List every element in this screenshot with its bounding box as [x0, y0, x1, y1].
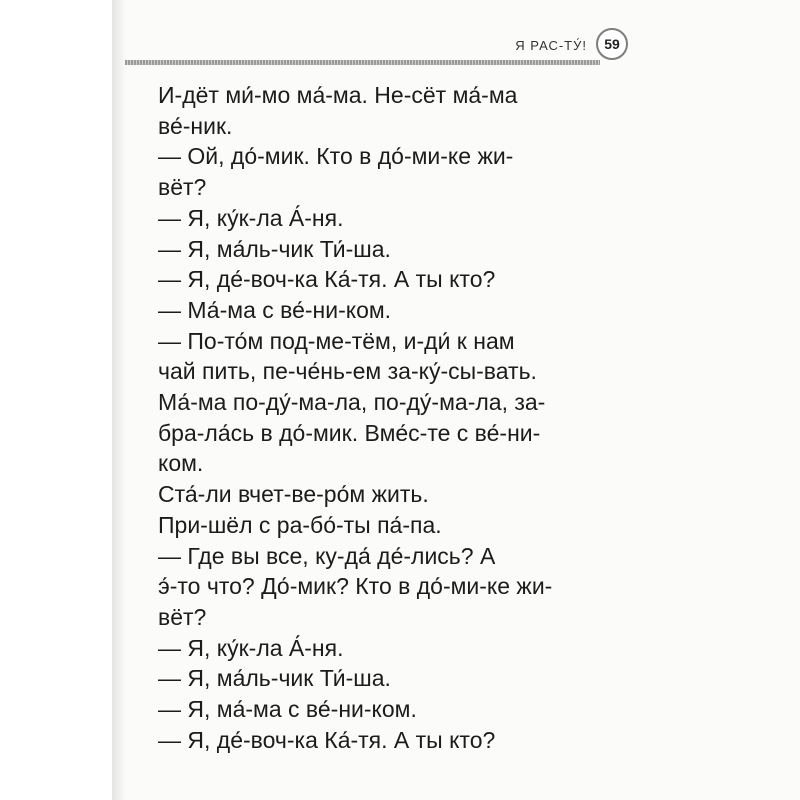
- page-gutter-shadow: [112, 0, 126, 800]
- text-line: вёт?: [158, 603, 207, 630]
- page-header: [125, 28, 630, 68]
- text-line: — Я, де́-воч-ка Ка́-тя. А ты кто?: [158, 726, 496, 753]
- text-line: — Я, ма́ль-чик Ти́-ша.: [158, 235, 391, 262]
- text-line: — По-то́м под-ме-тём, и-ди́ к нам: [158, 327, 515, 354]
- text-line: — Я, ку́к-ла А́-ня.: [158, 634, 344, 661]
- text-line: чай пить, пе-че́нь-ем за-ку́-сы-вать.: [158, 358, 537, 385]
- text-line: — Я, де́-воч-ка Ка́-тя. А ты кто?: [158, 266, 496, 293]
- text-line: Ма́-ма по-ду́-ма-ла, по-ду́-ма-ла, за-: [158, 389, 546, 416]
- text-line: — Где вы все, ку-да́ де́-лись? А: [158, 542, 496, 569]
- text-line: бра-ла́сь в до́-мик. Вме́с-те с ве́-ни-: [158, 419, 541, 446]
- text-line: — Ой, до́-мик. Кто в до́-ми-ке жи-: [158, 143, 514, 170]
- text-line: Ста́-ли вчет-ве-ро́м жить.: [158, 481, 429, 508]
- story-text: [158, 80, 616, 755]
- text-line: — Я, ку́к-ла А́-ня.: [158, 204, 344, 231]
- running-title: Я РАС-ТУ́!: [515, 38, 587, 53]
- header-rule: [125, 60, 600, 65]
- text-line: ком.: [158, 450, 204, 477]
- text-line: вёт?: [158, 174, 207, 201]
- text-line: И-дёт ми́-мо ма́-ма. Не-сёт ма́-ма: [158, 82, 518, 108]
- text-line: — Я, ма́-ма с ве́-ни-ком.: [158, 696, 417, 723]
- text-line: э́-то что? До́-мик? Кто в до́-ми-ке жи-: [158, 573, 553, 600]
- text-line: — Я, ма́ль-чик Ти́-ша.: [158, 665, 391, 692]
- page-number: 59: [596, 28, 628, 60]
- text-line: — Ма́-ма с ве́-ни-ком.: [158, 296, 392, 323]
- text-line: При-шёл с ра-бо́-ты па́-па.: [158, 511, 442, 538]
- text-line: ве́-ник.: [158, 112, 233, 139]
